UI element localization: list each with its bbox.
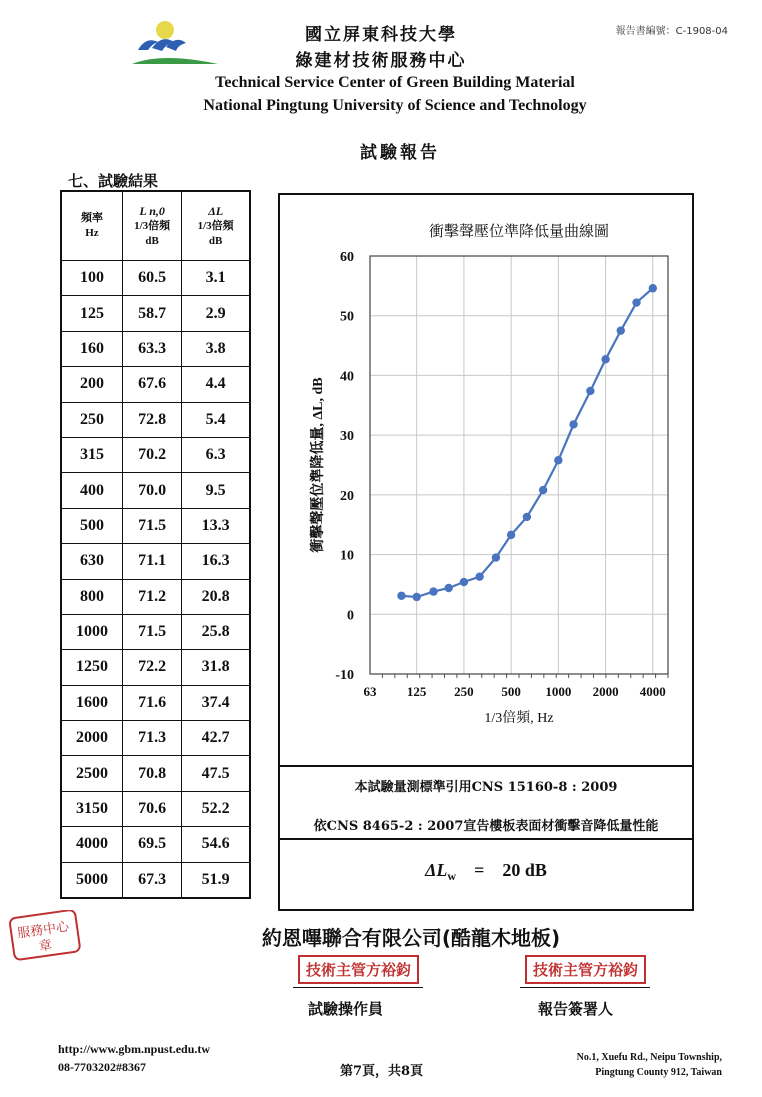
signature-line	[520, 987, 650, 988]
role-operator: 試驗操作員	[308, 1000, 384, 1018]
standard-line-1: 本試驗量測標準引用CNS 15160-8 : 2009	[354, 780, 618, 795]
y-tick-label: 0	[347, 608, 354, 624]
header-text: L n,0	[139, 203, 165, 218]
data-point	[445, 584, 453, 592]
x-tick-label: 1000	[545, 684, 572, 699]
y-tick-label: 30	[340, 429, 354, 445]
data-point	[632, 298, 640, 306]
delta-l-cell: 20.8	[182, 579, 250, 614]
freq-cell: 1250	[61, 650, 122, 685]
data-point	[523, 513, 531, 521]
ln0-cell: 71.6	[122, 685, 181, 720]
data-point	[492, 553, 500, 561]
ln0-cell: 70.6	[122, 791, 181, 826]
chart-title: 衝擊聲壓位準降低量曲線圖	[428, 224, 610, 240]
result-number: 20 dB	[502, 860, 547, 880]
org-name-cn: 國立屏東科技大學	[305, 25, 457, 45]
ln0-cell: 69.5	[122, 827, 181, 862]
data-point	[569, 420, 577, 428]
reduction-curve-chart	[280, 196, 692, 764]
y-axis-label: 衝擊聲壓位準降低量, ΔL, dB	[311, 377, 326, 553]
x-tick-label: 2000	[592, 684, 619, 699]
freq-cell: 160	[61, 331, 122, 366]
ln0-cell: 72.2	[122, 650, 181, 685]
table-row	[61, 614, 250, 649]
delta-l-cell: 25.8	[182, 614, 250, 649]
ln0-cell: 71.1	[122, 544, 181, 579]
table-row	[61, 544, 250, 579]
y-tick-label: 40	[340, 369, 354, 385]
header-text: ΔL	[208, 203, 224, 218]
ln0-cell: 71.2	[122, 579, 181, 614]
header-text: dB	[208, 234, 223, 247]
data-point	[429, 587, 437, 595]
org-subname-cn: 綠建材技術服務中心	[295, 51, 467, 71]
x-tick-label: 63	[363, 684, 377, 699]
freq-cell: 250	[61, 402, 122, 437]
header-text: 頻率	[80, 212, 103, 224]
section-heading: 七、試驗結果	[68, 172, 159, 190]
data-point	[617, 326, 625, 334]
footer-phone: 08-7703202#8367	[58, 1060, 146, 1074]
table-row	[61, 473, 250, 508]
delta-l-cell: 4.4	[182, 367, 250, 402]
y-tick-label: 20	[340, 488, 354, 504]
result-equals: =	[474, 860, 485, 880]
freq-cell: 5000	[61, 862, 122, 898]
series-line	[402, 288, 653, 597]
table-row	[61, 827, 250, 862]
university-name-en: National Pingtung University of Science and Technology	[203, 97, 587, 114]
page-title: 試驗報告	[360, 143, 440, 163]
footer-address-1: No.1, Xuefu Rd., Neipu Township,	[576, 1052, 722, 1063]
delta-l-cell: 6.3	[182, 437, 250, 472]
data-point	[586, 387, 594, 395]
y-tick-label: 60	[340, 250, 354, 265]
delta-l-cell: 31.8	[182, 650, 250, 685]
header-text: dB	[145, 234, 159, 247]
freq-cell: 100	[61, 261, 122, 296]
delta-l-cell: 52.2	[182, 791, 250, 826]
page-number: 第7頁，共8頁	[340, 1064, 424, 1079]
table-row	[61, 296, 250, 331]
y-tick-label: 50	[340, 309, 354, 325]
ln0-cell: 71.3	[122, 721, 181, 756]
delta-l-cell: 47.5	[182, 756, 250, 791]
result-box	[278, 838, 694, 840]
delta-l-cell: 13.3	[182, 508, 250, 543]
table-row	[61, 791, 250, 826]
freq-cell: 2500	[61, 756, 122, 791]
delta-l-header	[182, 191, 250, 261]
plot-area	[370, 256, 668, 674]
table-row	[61, 331, 250, 366]
signature-line	[293, 987, 423, 988]
freq-cell: 500	[61, 508, 122, 543]
delta-l-cell: 37.4	[182, 685, 250, 720]
company-name: 約恩嗶聯合有限公司(酷龍木地板)	[261, 926, 561, 950]
data-point	[475, 572, 483, 580]
x-tick-label: 250	[454, 684, 474, 699]
table-row	[61, 862, 250, 898]
freq-cell: 630	[61, 544, 122, 579]
freq-cell: 4000	[61, 827, 122, 862]
signature-stamp-operator: 技術主管方裕鈞	[298, 955, 419, 984]
table-row	[61, 721, 250, 756]
x-axis-label: 1/3倍頻, Hz	[484, 711, 554, 726]
table-row	[61, 650, 250, 685]
ln0-cell: 58.7	[122, 296, 181, 331]
ln0-cell: 67.3	[122, 862, 181, 898]
svg-text:章: 章	[37, 938, 53, 955]
freq-cell: 200	[61, 367, 122, 402]
freq-cell: 800	[61, 579, 122, 614]
table-row	[61, 579, 250, 614]
delta-l-cell: 51.9	[182, 862, 250, 898]
header-text: Hz	[85, 227, 99, 239]
table-row	[61, 685, 250, 720]
delta-l-cell: 9.5	[182, 473, 250, 508]
table-header-row	[61, 191, 250, 261]
org-name-en: Technical Service Center of Green Building Material	[215, 74, 575, 91]
table-row	[61, 402, 250, 437]
table-row	[61, 367, 250, 402]
data-point	[554, 456, 562, 464]
freq-cell: 3150	[61, 791, 122, 826]
ln0-cell: 70.8	[122, 756, 181, 791]
ln0-header	[122, 191, 181, 261]
table-row	[61, 437, 250, 472]
header-text: 1/3倍頻	[134, 219, 171, 232]
data-point	[601, 355, 609, 363]
footer-url[interactable]: http://www.gbm.npust.edu.tw	[58, 1042, 211, 1056]
results-table	[60, 190, 251, 899]
x-tick-label: 500	[501, 684, 521, 699]
data-point	[539, 486, 547, 494]
data-point	[649, 284, 657, 292]
result-symbol: ΔL	[425, 860, 448, 880]
table-row	[61, 508, 250, 543]
result-subscript: w	[447, 869, 457, 883]
ln0-cell: 60.5	[122, 261, 181, 296]
ln0-cell: 72.8	[122, 402, 181, 437]
data-point	[397, 592, 405, 600]
delta-l-cell: 54.6	[182, 827, 250, 862]
x-tick-label: 125	[406, 684, 427, 699]
x-tick-label: 4000	[639, 684, 666, 699]
freq-cell: 315	[61, 437, 122, 472]
y-tick-label: 10	[340, 548, 354, 564]
ln0-cell: 67.6	[122, 367, 181, 402]
result-value	[278, 860, 694, 884]
data-point	[412, 593, 420, 601]
delta-l-cell: 2.9	[182, 296, 250, 331]
delta-l-cell: 3.1	[182, 261, 250, 296]
freq-cell: 125	[61, 296, 122, 331]
ln0-cell: 70.2	[122, 437, 181, 472]
ln0-cell: 70.0	[122, 473, 181, 508]
header-text: 1/3倍頻	[197, 219, 234, 232]
footer-address-2: Pingtung County 912, Taiwan	[595, 1067, 722, 1078]
table-row	[61, 261, 250, 296]
ln0-cell: 71.5	[122, 614, 181, 649]
data-point	[507, 531, 515, 539]
freq-cell: 400	[61, 473, 122, 508]
y-tick-label: -10	[335, 668, 354, 683]
signature-stamp-signer: 技術主管方裕鈞	[525, 955, 646, 984]
freq-cell: 2000	[61, 721, 122, 756]
report-number: 報告書編號：C-1908-04	[615, 26, 728, 37]
delta-l-cell: 3.8	[182, 331, 250, 366]
delta-l-cell: 42.7	[182, 721, 250, 756]
standard-line-2: 依CNS 8465-2 : 2007宣告樓板表面材衝擊音降低量性能	[313, 819, 659, 834]
role-signer: 報告簽署人	[538, 1000, 614, 1018]
table-row	[61, 756, 250, 791]
freq-cell: 1600	[61, 685, 122, 720]
freq-cell: 1000	[61, 614, 122, 649]
ln0-cell: 63.3	[122, 331, 181, 366]
data-point	[460, 578, 468, 586]
delta-l-cell: 16.3	[182, 544, 250, 579]
svg-text:服務中心: 服務中心	[16, 919, 71, 942]
freq-header	[61, 191, 122, 261]
ln0-cell: 71.5	[122, 508, 181, 543]
delta-l-cell: 5.4	[182, 402, 250, 437]
seal-stamp-icon	[6, 910, 82, 962]
